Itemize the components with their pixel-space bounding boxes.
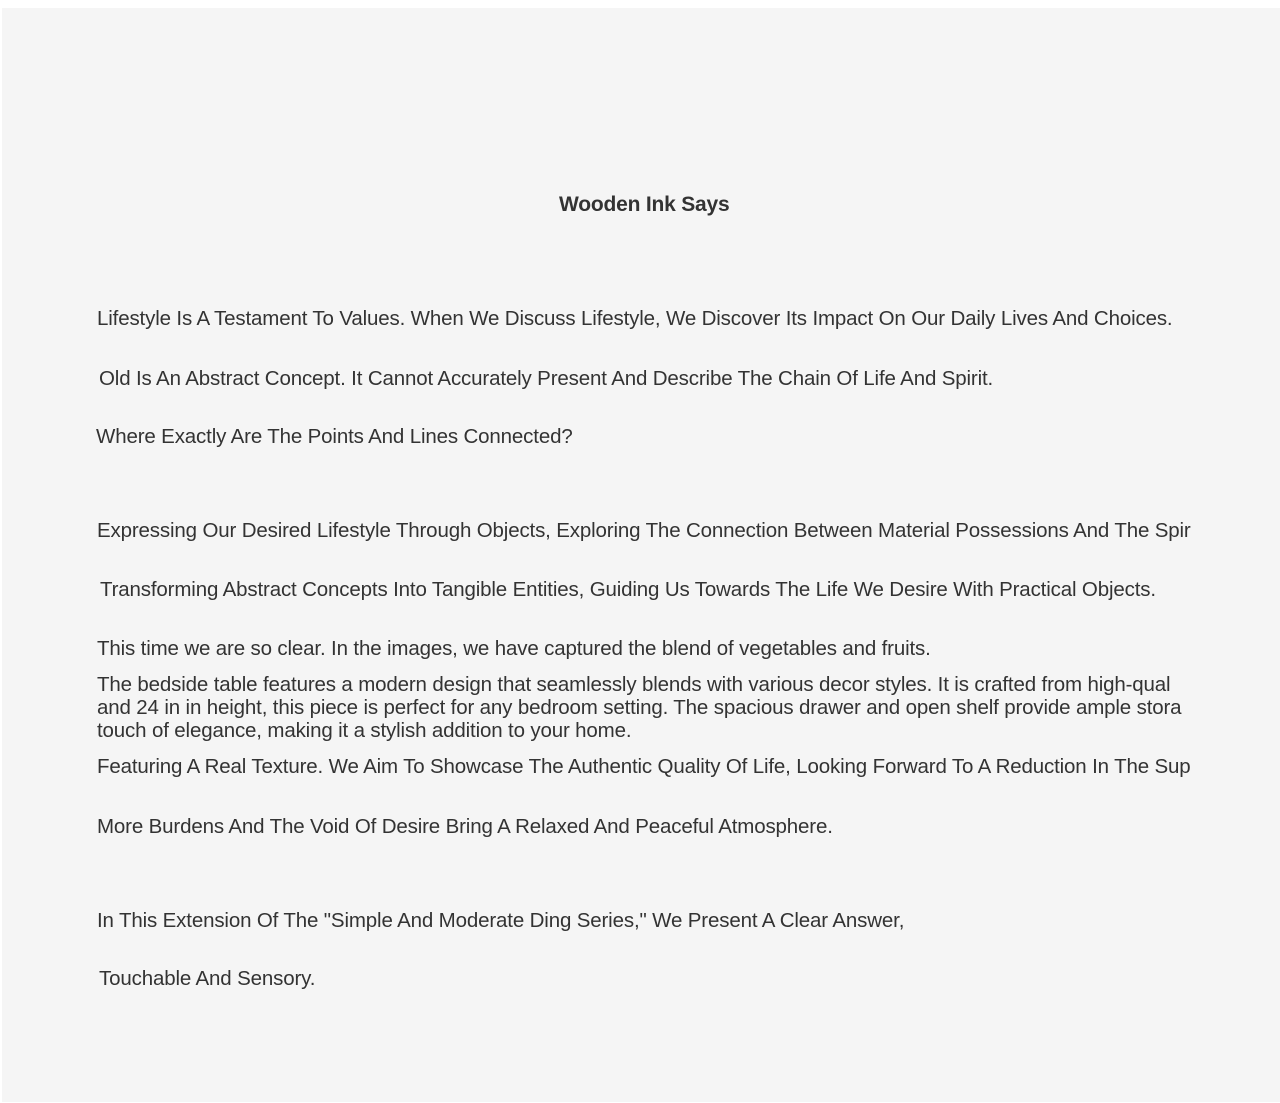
text-line-burdens: More Burdens And The Void Of Desire Bring A Relaxed And Peaceful Atmosphere.: [97, 815, 833, 838]
text-line-expressing: Expressing Our Desired Lifestyle Through Objects, Exploring The Connection Between Material Possessions And The Spir: [97, 519, 1191, 542]
description-line: touch of elegance, making it a stylish addition to your home.: [97, 719, 632, 742]
text-line-points-lines: Where Exactly Are The Points And Lines Connected?: [96, 425, 573, 448]
text-line-clear: This time we are so clear. In the images, we have captured the blend of vegetables and fruits.: [97, 637, 931, 660]
content-panel: [2, 8, 1280, 1102]
text-line-touchable: Touchable And Sensory.: [99, 967, 316, 990]
text-line-abstract-concept: Old Is An Abstract Concept. It Cannot Accurately Present And Describe The Chain Of Life And Spirit.: [99, 367, 994, 390]
text-line-lifestyle: Lifestyle Is A Testament To Values. When We Discuss Lifestyle, We Discover Its Impact On Our Daily Lives And Choices.: [97, 307, 1173, 330]
text-line-real-texture: Featuring A Real Texture. We Aim To Showcase The Authentic Quality Of Life, Looking Forward To A Reduction In The Sup: [97, 755, 1191, 778]
description-line: and 24 in in height, this piece is perfect for any bedroom setting. The spacious drawer and open shelf provide ample stora: [97, 696, 1182, 719]
text-line-transforming: Transforming Abstract Concepts Into Tangible Entities, Guiding Us Towards The Life We Desire With Practical Objects.: [100, 578, 1156, 601]
text-line-extension: In This Extension Of The "Simple And Moderate Ding Series," We Present A Clear Answer,: [97, 909, 905, 932]
description-line: The bedside table features a modern design that seamlessly blends with various decor styles. It is crafted from high-qual: [97, 673, 1171, 696]
page-title: Wooden Ink Says: [559, 193, 730, 216]
product-description: [97, 673, 1280, 742]
